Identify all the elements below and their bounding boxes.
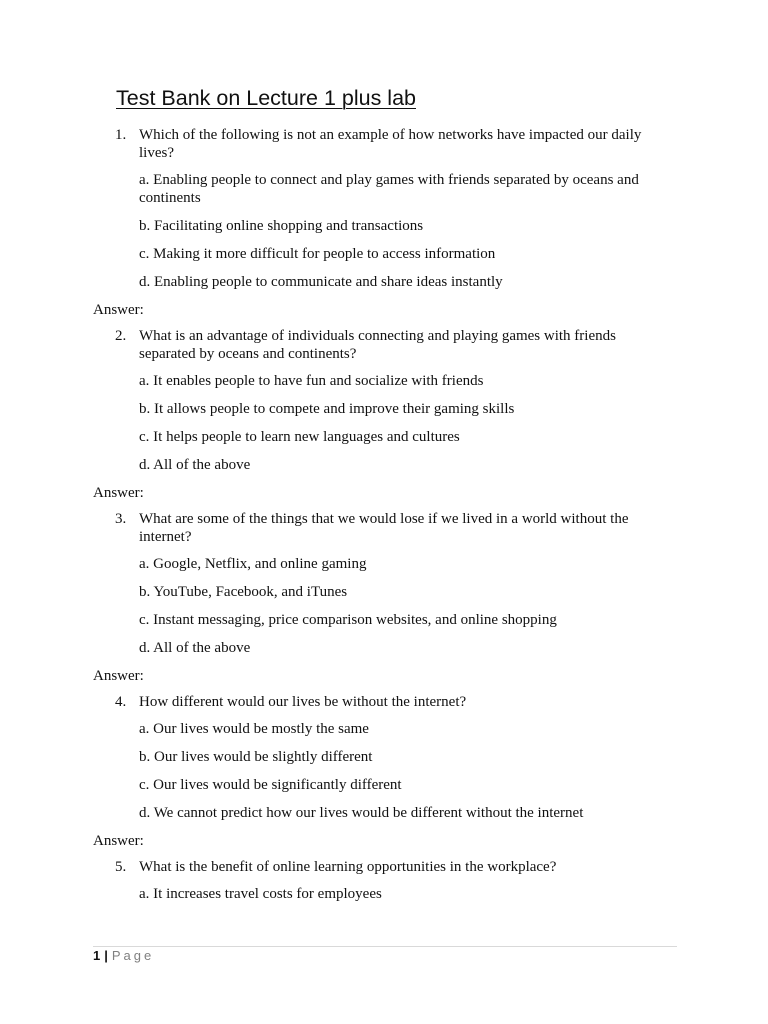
question-number: 2. xyxy=(115,328,127,344)
footer-separator: | xyxy=(104,948,108,963)
option-c: c. Instant messaging, price comparison websites, and online shopping xyxy=(139,612,557,628)
option-d: d. Enabling people to communicate and share ideas instantly xyxy=(139,274,503,290)
question-number: 5. xyxy=(115,859,127,875)
option-b: b. Our lives would be slightly different xyxy=(139,749,373,765)
question-2 xyxy=(115,327,669,474)
option-a: a. Our lives would be mostly the same xyxy=(139,721,369,737)
page-footer xyxy=(93,948,154,963)
question-number: 1. xyxy=(115,127,127,143)
question-list xyxy=(0,124,768,913)
option-a: a. Google, Netflix, and online gaming xyxy=(139,556,367,572)
question-text: What are some of the things that we would lose if we lived in a world without the internet? xyxy=(139,511,629,545)
option-b: b. It allows people to compete and improve their gaming skills xyxy=(139,401,515,417)
question-text: How different would our lives be without the internet? xyxy=(139,694,467,710)
question-text: Which of the following is not an example of how networks have impacted our daily lives? xyxy=(139,127,642,161)
option-d: d. All of the above xyxy=(139,457,251,473)
answer-label: Answer: xyxy=(93,485,144,501)
footer-divider xyxy=(93,946,677,947)
page-number: 1 xyxy=(93,948,101,963)
question-4 xyxy=(115,693,669,822)
answer-label: Answer: xyxy=(93,668,144,684)
option-c: c. Making it more difficult for people to access information xyxy=(139,246,496,262)
question-1 xyxy=(115,126,669,291)
option-b: b. Facilitating online shopping and transactions xyxy=(139,218,424,234)
document-title: Test Bank on Lecture 1 plus lab xyxy=(116,86,416,110)
question-3 xyxy=(115,510,669,657)
question-text: What is the benefit of online learning opportunities in the workplace? xyxy=(139,859,557,875)
option-a: a. It increases travel costs for employees xyxy=(139,886,382,902)
question-5 xyxy=(115,858,669,903)
answer-label: Answer: xyxy=(93,302,144,318)
page-label: Page xyxy=(111,948,155,963)
option-a: a. It enables people to have fun and socialize with friends xyxy=(139,373,484,389)
option-d: d. We cannot predict how our lives would be different without the internet xyxy=(139,805,584,821)
answer-label: Answer: xyxy=(93,833,144,849)
option-c: c. It helps people to learn new languages and cultures xyxy=(139,429,460,445)
question-text: What is an advantage of individuals connecting and playing games with friends separated by oceans and continents? xyxy=(139,328,616,362)
option-c: c. Our lives would be significantly different xyxy=(139,777,402,793)
option-a: a. Enabling people to connect and play games with friends separated by oceans and continents xyxy=(139,172,639,206)
option-d: d. All of the above xyxy=(139,640,251,656)
question-number: 4. xyxy=(115,694,127,710)
question-number: 3. xyxy=(115,511,127,527)
option-b: b. YouTube, Facebook, and iTunes xyxy=(139,584,348,600)
